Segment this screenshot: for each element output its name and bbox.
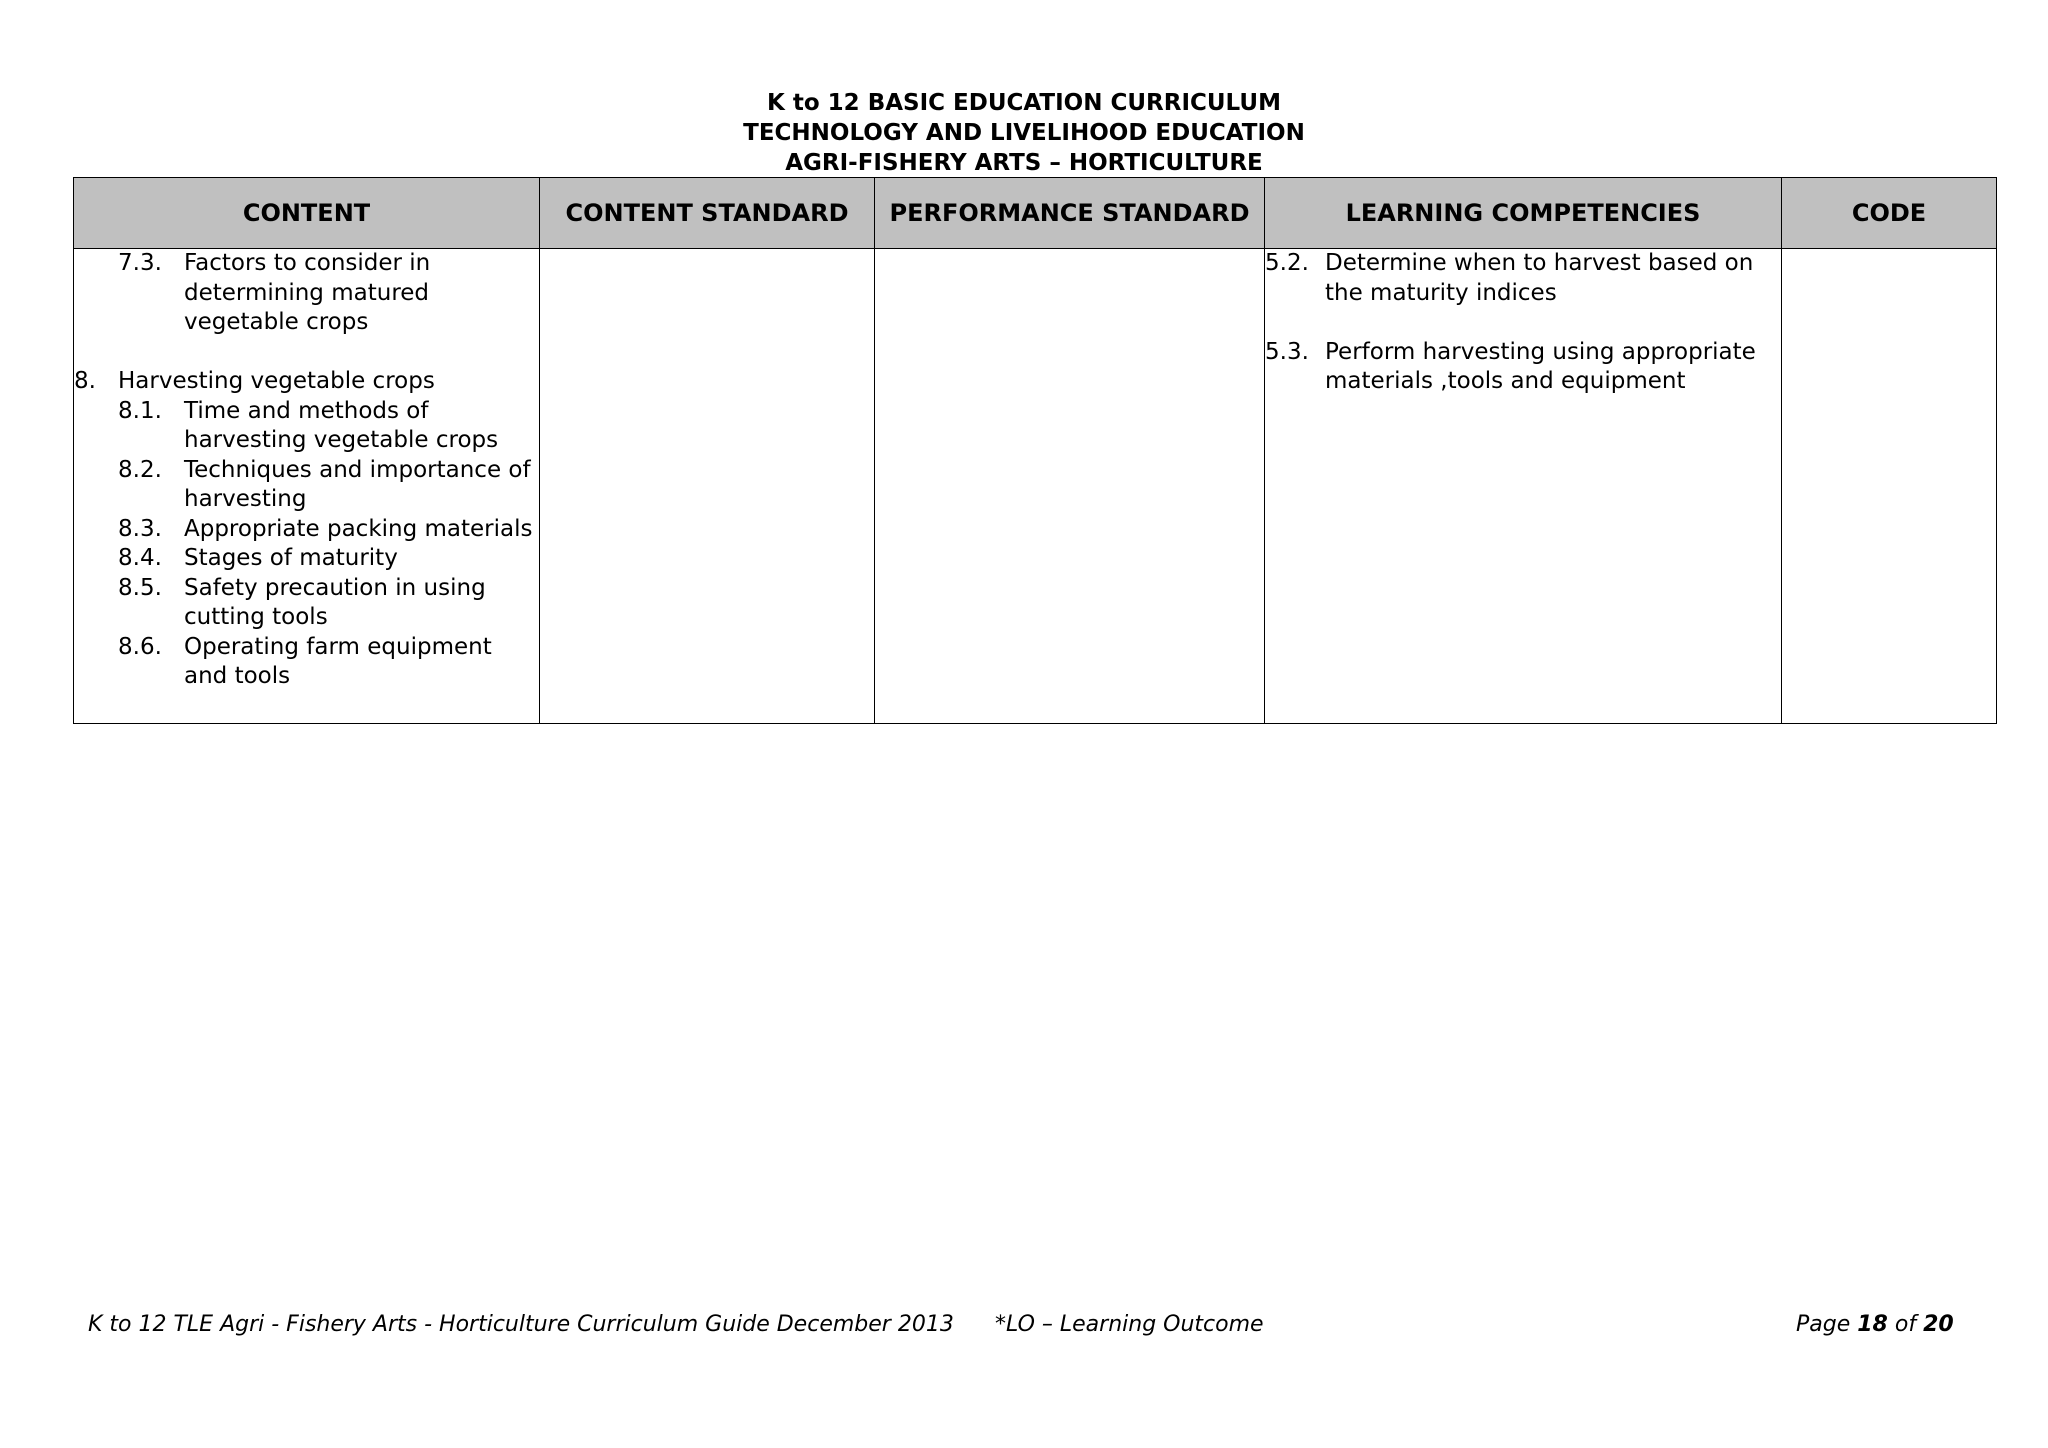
subitem-text: Appropriate packing materials: [184, 515, 533, 542]
list-item: [118, 515, 539, 545]
page-total: 20: [1923, 1312, 1954, 1337]
competency-text: Perform harvesting using appropriate materials ,tools and equipment: [1325, 338, 1756, 394]
competency-text: Determine when to harvest based on the maturity indices: [1325, 250, 1754, 306]
col-header-content: CONTENT: [74, 178, 540, 249]
content-item-7-3-num: 7.3.: [118, 250, 162, 276]
competency-num: 5.3.: [1265, 338, 1309, 365]
content-item-7-3-text: Factors to consider in determining matured vegetable crops: [184, 250, 431, 335]
list-item: [118, 633, 539, 692]
footer-guide-title: K to 12 TLE Agri - Fishery Arts - Horticulture Curriculum Guide December 2013: [88, 1312, 954, 1337]
subitem-text: Safety precaution in using cutting tools: [184, 574, 486, 630]
subitem-num: 8.2.: [118, 456, 162, 483]
subitem-num: 8.3.: [118, 515, 162, 542]
curriculum-table: [73, 177, 1997, 724]
competency-num: 5.2.: [1265, 250, 1309, 276]
content-cell: [74, 249, 540, 724]
subitem-text: Time and methods of harvesting vegetable crops: [184, 397, 499, 453]
content-item-8-text: Harvesting vegetable crops: [118, 368, 435, 394]
table-row: [74, 249, 1997, 724]
subitem-text: Techniques and importance of harvesting: [184, 456, 531, 512]
subitem-text: Stages of maturity: [184, 545, 398, 571]
page-current: 18: [1857, 1312, 1888, 1337]
subitem-num: 8.4.: [118, 545, 162, 571]
footer-note: *LO – Learning Outcome: [995, 1312, 1264, 1337]
page-of: of: [1894, 1312, 1917, 1337]
content-item-7-3: [118, 249, 539, 338]
col-header-content-standard: CONTENT STANDARD: [540, 178, 875, 249]
col-header-learning-competencies: LEARNING COMPETENCIES: [1265, 178, 1782, 249]
col-header-code: CODE: [1782, 178, 1997, 249]
list-item: [118, 397, 539, 456]
performance-standard-cell: [875, 249, 1265, 724]
header-line-3: AGRI-FISHERY ARTS – HORTICULTURE: [785, 150, 1263, 176]
subitem-text: Operating farm equipment and tools: [184, 633, 492, 689]
table-header-row: [74, 178, 1997, 249]
col-header-performance-standard: PERFORMANCE STANDARD: [875, 178, 1265, 249]
learning-competencies-cell: [1265, 249, 1782, 724]
header-line-2: TECHNOLOGY AND LIVELIHOOD EDUCATION: [743, 120, 1305, 146]
page-prefix: Page: [1796, 1312, 1851, 1337]
content-standard-cell: [540, 249, 875, 724]
footer-page-number: [1796, 1312, 1954, 1337]
subitem-num: 8.5.: [118, 574, 162, 601]
list-item: [1265, 249, 1781, 308]
content-subitems: [118, 397, 539, 692]
subitem-num: 8.6.: [118, 633, 162, 660]
subitem-num: 8.1.: [118, 397, 162, 424]
header-line-1: K to 12 BASIC EDUCATION CURRICULUM: [767, 90, 1281, 116]
list-item: [1265, 338, 1781, 397]
list-item: [118, 456, 539, 515]
code-cell: [1782, 249, 1997, 724]
document-header: [0, 88, 2048, 178]
list-item: [118, 574, 539, 633]
content-item-8-num: 8.: [74, 368, 96, 394]
list-item: [118, 544, 539, 574]
content-item-8: [74, 367, 539, 397]
